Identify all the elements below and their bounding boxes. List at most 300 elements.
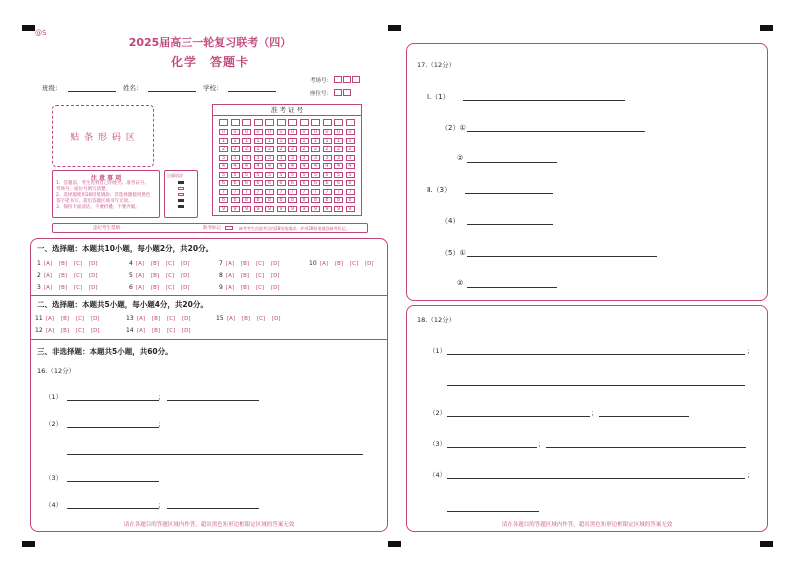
q18-semicolon: ；	[747, 471, 754, 479]
exam-id-digit-bubble[interactable]: 4	[311, 163, 320, 169]
exam-id-digit-bubble[interactable]: 6	[277, 180, 286, 186]
left-answer-panel	[30, 238, 388, 532]
exam-id-digit-bubble[interactable]: 9	[311, 206, 320, 212]
exam-id-digit-bubble[interactable]: 2	[300, 146, 309, 152]
barcode-area	[52, 105, 154, 167]
notice-line: 签字笔书写，超出答题区域书写无效。	[56, 199, 133, 204]
footer-note-left: 请在各题目的答题区域内作答，超出黑色矩形边框限定区域的答案无效	[123, 522, 295, 528]
question-number: 13	[126, 315, 134, 322]
exam-id-digit-bubble[interactable]: 2	[277, 146, 286, 152]
option-bubble[interactable]: [B]	[151, 260, 160, 267]
exam-id-digit-bubble[interactable]: 8	[242, 197, 251, 203]
exam-id-digit-bubble[interactable]: 9	[242, 206, 251, 212]
exam-id-digit-bubble[interactable]: 5	[219, 172, 228, 178]
exam-id-write-box[interactable]	[219, 119, 228, 126]
exam-id-digit-bubble[interactable]: 7	[219, 189, 228, 195]
q16-head: 16.（12分）	[37, 367, 76, 375]
option-bubble[interactable]: [C]	[256, 272, 265, 279]
exam-id-digit-bubble[interactable]: 9	[231, 206, 240, 212]
exam-id-digit-bubble[interactable]: 4	[219, 163, 228, 169]
exam-id-digit-bubble[interactable]: 2	[242, 146, 251, 152]
q18-p1-field-b[interactable]	[447, 385, 745, 386]
notice-title: 注 意 事 项	[90, 175, 122, 182]
option-bubble[interactable]: [A]	[226, 284, 235, 291]
seat-box[interactable]	[334, 89, 342, 96]
q18-semicolon: ；	[747, 347, 754, 355]
empty-mark-example	[178, 193, 184, 196]
exam-id-digit-bubble[interactable]: 3	[219, 155, 228, 161]
exam-id-digit-bubble[interactable]: 1	[323, 138, 332, 144]
exam-id-title: 准 考 证 号	[213, 105, 361, 116]
option-bubble[interactable]: [A]	[137, 327, 146, 334]
exam-id-digit-bubble[interactable]: 2	[254, 146, 263, 152]
exam-id-write-box[interactable]	[300, 119, 309, 126]
exam-id-digit-bubble[interactable]: 0	[219, 129, 228, 135]
exam-id-digit-bubble[interactable]: 0	[323, 129, 332, 135]
exam-id-digit-bubble[interactable]: 9	[300, 206, 309, 212]
exam-id-digit-bubble[interactable]: 9	[254, 206, 263, 212]
exam-id-digit-bubble[interactable]: 2	[334, 146, 343, 152]
exam-id-digit-bubble[interactable]: 4	[334, 163, 343, 169]
q17-p2-field[interactable]	[467, 131, 645, 132]
seat-label: 座位号：	[310, 91, 333, 97]
exam-id-digit-bubble[interactable]: 5	[288, 172, 297, 178]
q17-p5b-label: ②	[457, 279, 464, 287]
q16-p3-field[interactable]	[67, 481, 159, 482]
exam-id-digit-bubble[interactable]: 9	[288, 206, 297, 212]
option-bubble[interactable]: [C]	[350, 260, 359, 267]
option-bubble[interactable]: [D]	[181, 260, 190, 267]
exam-id-digit-bubble[interactable]: 5	[346, 172, 355, 178]
exam-id-digit-bubble[interactable]: 6	[254, 180, 263, 186]
filled-mark-example	[178, 181, 184, 184]
option-bubble[interactable]: [D]	[271, 284, 280, 291]
exam-id-digit-bubble[interactable]: 7	[311, 189, 320, 195]
exam-id-digit-bubble[interactable]: 2	[219, 146, 228, 152]
exam-id-digit-bubble[interactable]: 1	[346, 138, 355, 144]
empty-mark-example	[178, 187, 184, 190]
exam-id-digit-bubble[interactable]: 7	[265, 189, 274, 195]
exam-id-digit-bubble[interactable]: 2	[265, 146, 274, 152]
exam-id-digit-bubble[interactable]: 0	[288, 129, 297, 135]
notice-line: 2．选择题使用2B铅笔填涂；非选择题使用黑色	[56, 193, 151, 198]
option-bubble[interactable]: [D]	[365, 260, 374, 267]
school-label: 学校：	[203, 84, 223, 92]
seat-box[interactable]	[343, 89, 351, 96]
option-bubble[interactable]: [B]	[59, 272, 68, 279]
exam-id-digit-bubble[interactable]: 0	[277, 129, 286, 135]
option-bubble[interactable]: [C]	[74, 260, 83, 267]
exam-id-digit-bubble[interactable]: 4	[254, 163, 263, 169]
exam-id-digit-bubble[interactable]: 1	[242, 138, 251, 144]
q18-p3-field-b[interactable]	[546, 447, 746, 448]
exam-id-digit-bubble[interactable]: 4	[346, 163, 355, 169]
exam-id-digit-bubble[interactable]: 6	[346, 180, 355, 186]
option-bubble[interactable]: [C]	[166, 260, 175, 267]
q17-p3-field[interactable]	[465, 193, 553, 194]
exam-id-digit-bubble[interactable]: 3	[231, 155, 240, 161]
q18-head: 18.（12分）	[417, 316, 456, 324]
exam-id-digit-bubble[interactable]: 2	[323, 146, 332, 152]
question-number: 12	[35, 327, 43, 334]
exam-id-digit-bubble[interactable]: 8	[265, 197, 274, 203]
exam-id-digit-bubble[interactable]: 0	[311, 129, 320, 135]
exam-id-digit-bubble[interactable]: 2	[346, 146, 355, 152]
q16-p4-field-a[interactable]	[67, 508, 159, 509]
exam-id-digit-bubble[interactable]: 1	[277, 138, 286, 144]
option-bubble[interactable]: [C]	[257, 315, 266, 322]
option-bubble[interactable]: [C]	[76, 315, 85, 322]
option-bubble[interactable]: [A]	[136, 272, 145, 279]
q17-p2-label: （2）①	[441, 124, 466, 132]
option-bubble[interactable]: [B]	[151, 284, 160, 291]
exam-id-digit-bubble[interactable]: 4	[277, 163, 286, 169]
violation-row	[52, 223, 368, 233]
q16-p4-label: （4）	[45, 501, 63, 509]
exam-id-digit-bubble[interactable]: 3	[242, 155, 251, 161]
option-bubble[interactable]: [C]	[167, 315, 176, 322]
option-bubble[interactable]: [B]	[59, 260, 68, 267]
exam-id-digit-bubble[interactable]: 6	[242, 180, 251, 186]
registration-mark	[760, 25, 773, 31]
exam-id-digit-bubble[interactable]: 5	[300, 172, 309, 178]
exam-id-digit-bubble[interactable]: 3	[254, 155, 263, 161]
exam-id-digit-bubble[interactable]: 0	[265, 129, 274, 135]
exam-id-digit-bubble[interactable]: 9	[219, 206, 228, 212]
exam-id-digit-bubble[interactable]: 3	[311, 155, 320, 161]
exam-id-digit-bubble[interactable]: 8	[219, 197, 228, 203]
tiny-logo: @S	[35, 29, 47, 37]
exam-id-digit-bubble[interactable]: 7	[334, 189, 343, 195]
exam-id-digit-bubble[interactable]: 7	[346, 189, 355, 195]
option-bubble[interactable]: [C]	[256, 284, 265, 291]
q18-p2-field-a[interactable]	[447, 416, 590, 417]
exam-id-write-box[interactable]	[265, 119, 274, 126]
question-number: 3	[37, 284, 41, 291]
exam-id-digit-bubble[interactable]: 3	[265, 155, 274, 161]
exam-id-digit-bubble[interactable]: 7	[231, 189, 240, 195]
option-bubble[interactable]: [D]	[181, 272, 190, 279]
q18-p1-field-a[interactable]	[447, 354, 745, 355]
section3-title: 三、非选择题：本题共5小题，共60分。	[37, 347, 173, 356]
registration-mark	[22, 541, 35, 547]
q18-p4-label: （4）	[429, 471, 447, 479]
subject-title: 化学 答题卡	[170, 55, 249, 69]
exam-id-digit-bubble[interactable]: 5	[265, 172, 274, 178]
option-bubble[interactable]: [A]	[46, 327, 55, 334]
notice-box	[52, 170, 160, 218]
option-bubble[interactable]: [B]	[151, 272, 160, 279]
exam-id-digit-bubble[interactable]: 2	[231, 146, 240, 152]
exam-id-write-box[interactable]	[231, 119, 240, 126]
q17-p2b-field[interactable]	[467, 162, 557, 163]
q17-panel	[406, 43, 768, 301]
question-number: 14	[126, 327, 134, 334]
exam-id-digit-bubble[interactable]: 6	[288, 180, 297, 186]
question-number: 8	[219, 272, 223, 279]
question-number: 4	[129, 260, 133, 267]
question-number: 10	[309, 260, 317, 267]
option-bubble[interactable]: [D]	[89, 284, 98, 291]
option-bubble[interactable]: [A]	[226, 272, 235, 279]
option-bubble[interactable]: [B]	[241, 284, 250, 291]
exam-id-digit-bubble[interactable]: 4	[265, 163, 274, 169]
option-bubble[interactable]: [A]	[226, 260, 235, 267]
option-bubble[interactable]: [C]	[76, 327, 85, 334]
question-number: 5	[129, 272, 133, 279]
q18-p4-field-a[interactable]	[447, 478, 745, 479]
exam-id-digit-bubble[interactable]: 0	[254, 129, 263, 135]
exam-id-digit-bubble[interactable]: 3	[334, 155, 343, 161]
option-bubble[interactable]: [D]	[272, 315, 281, 322]
question-number: 15	[216, 315, 224, 322]
option-bubble[interactable]: [B]	[61, 315, 70, 322]
name-label: 姓名：	[123, 84, 143, 92]
exam-id-digit-bubble[interactable]: 8	[231, 197, 240, 203]
barcode-label: 贴 条 形 码 区	[70, 133, 136, 143]
option-bubble[interactable]: [D]	[182, 327, 191, 334]
exam-id-write-box[interactable]	[323, 119, 332, 126]
exam-id-digit-bubble[interactable]: 5	[323, 172, 332, 178]
option-bubble[interactable]: [A]	[136, 284, 145, 291]
question-number: 1	[37, 260, 41, 267]
q16-p4-field-b[interactable]	[167, 508, 259, 509]
exam-id-digit-bubble[interactable]: 9	[346, 206, 355, 212]
exam-id-digit-bubble[interactable]: 6	[300, 180, 309, 186]
exam-id-digit-bubble[interactable]: 7	[323, 189, 332, 195]
filled-mark-example	[178, 205, 184, 208]
room-label: 考场号：	[310, 78, 333, 84]
option-bubble[interactable]: [A]	[136, 260, 145, 267]
option-bubble[interactable]: [C]	[74, 272, 83, 279]
registration-mark	[388, 541, 401, 547]
exam-id-digit-bubble[interactable]: 1	[334, 138, 343, 144]
name-field[interactable]	[148, 91, 196, 92]
notice-line: 考场号、座位号填写清楚。	[56, 187, 110, 192]
exam-id-digit-bubble[interactable]: 2	[288, 146, 297, 152]
option-bubble[interactable]: [A]	[227, 315, 236, 322]
exam-id-digit-bubble[interactable]: 4	[323, 163, 332, 169]
option-bubble[interactable]: [C]	[166, 272, 175, 279]
exam-id-digit-bubble[interactable]: 4	[288, 163, 297, 169]
exam-id-digit-bubble[interactable]: 4	[242, 163, 251, 169]
exam-id-digit-bubble[interactable]: 1	[254, 138, 263, 144]
exam-id-write-box[interactable]	[254, 119, 263, 126]
divider	[31, 339, 387, 340]
room-box[interactable]	[352, 76, 360, 83]
exam-id-digit-bubble[interactable]: 0	[346, 129, 355, 135]
absent-checkbox[interactable]	[225, 226, 233, 230]
q16-semicolon: ；	[158, 501, 165, 509]
notice-line: 3．保持卡面清洁，不要折叠、不要弄破。	[56, 205, 140, 210]
exam-id-digit-bubble[interactable]: 8	[300, 197, 309, 203]
exam-id-digit-bubble[interactable]: 9	[334, 206, 343, 212]
question-number: 9	[219, 284, 223, 291]
exam-id-digit-bubble[interactable]: 3	[277, 155, 286, 161]
exam-id-digit-bubble[interactable]: 5	[254, 172, 263, 178]
option-bubble[interactable]: [B]	[242, 315, 251, 322]
q16-p1-field-a[interactable]	[67, 400, 159, 401]
q17-p1-label: Ⅰ.（1）	[427, 93, 450, 101]
exam-id-digit-bubble[interactable]: 8	[288, 197, 297, 203]
q16-semicolon: ；	[158, 420, 165, 428]
exam-id-digit-bubble[interactable]: 7	[300, 189, 309, 195]
option-bubble[interactable]: [A]	[46, 315, 55, 322]
option-bubble[interactable]: [D]	[271, 272, 280, 279]
exam-id-digit-bubble[interactable]: 0	[334, 129, 343, 135]
exam-id-digit-bubble[interactable]: 1	[288, 138, 297, 144]
option-bubble[interactable]: [C]	[256, 260, 265, 267]
exam-id-digit-bubble[interactable]: 4	[231, 163, 240, 169]
q17-head: 17.（12分）	[417, 61, 456, 69]
q18-p1-label: （1）	[429, 347, 447, 355]
option-bubble[interactable]: [D]	[89, 260, 98, 267]
exam-id-digit-bubble[interactable]: 1	[300, 138, 309, 144]
q17-p3-label: Ⅱ.（3）	[427, 186, 452, 194]
q18-p2-field-b[interactable]	[599, 416, 689, 417]
exam-id-digit-bubble[interactable]: 3	[323, 155, 332, 161]
exam-id-write-box[interactable]	[277, 119, 286, 126]
exam-id-digit-bubble[interactable]: 1	[265, 138, 274, 144]
q18-p3-label: （3）	[429, 440, 447, 448]
exam-id-digit-bubble[interactable]: 5	[311, 172, 320, 178]
exam-id-digit-bubble[interactable]: 7	[254, 189, 263, 195]
q18-p4-field-b[interactable]	[447, 511, 539, 512]
registration-mark	[22, 25, 35, 31]
option-bubble[interactable]: [A]	[44, 260, 53, 267]
exam-id-digit-bubble[interactable]: 6	[323, 180, 332, 186]
exam-id-digit-bubble[interactable]: 8	[334, 197, 343, 203]
exam-id-digit-bubble[interactable]: 8	[346, 197, 355, 203]
exam-id-digit-bubble[interactable]: 5	[231, 172, 240, 178]
exam-id-digit-bubble[interactable]: 8	[311, 197, 320, 203]
option-bubble[interactable]: [C]	[74, 284, 83, 291]
q17-p2b-label: ②	[457, 154, 464, 162]
room-box[interactable]	[334, 76, 342, 83]
option-bubble[interactable]: [C]	[166, 284, 175, 291]
q16-p2-field-a[interactable]	[67, 427, 159, 428]
exam-id-digit-bubble[interactable]: 9	[265, 206, 274, 212]
q18-semicolon: ；	[538, 440, 545, 448]
option-bubble[interactable]: [D]	[91, 327, 100, 334]
option-bubble[interactable]: [B]	[61, 327, 70, 334]
exam-id-digit-bubble[interactable]: 6	[231, 180, 240, 186]
absent-note: 缺考考生由监考员用2B铅笔填涂，并用2B铅笔填涂缺考标记。	[239, 226, 350, 231]
option-bubble[interactable]: [A]	[320, 260, 329, 267]
exam-id-digit-bubble[interactable]: 0	[300, 129, 309, 135]
notice-line: 1．答题前，考生先将自己的姓名、准考证号、	[56, 181, 149, 186]
filled-mark-example	[178, 199, 184, 202]
exam-id-digit-bubble[interactable]: 7	[242, 189, 251, 195]
q17-p1-field[interactable]	[463, 100, 625, 101]
q17-p5-field[interactable]	[467, 256, 657, 257]
option-bubble[interactable]: [B]	[152, 327, 161, 334]
exam-id-write-box[interactable]	[346, 119, 355, 126]
q17-p5b-field[interactable]	[467, 287, 557, 288]
exam-id-digit-bubble[interactable]: 6	[265, 180, 274, 186]
exam-title: 2025届高三一轮复习联考（四）	[128, 36, 292, 49]
exam-id-digit-bubble[interactable]: 5	[334, 172, 343, 178]
q18-panel	[406, 305, 768, 532]
exam-id-digit-bubble[interactable]: 4	[300, 163, 309, 169]
q16-p2-label: （2）	[45, 420, 63, 428]
school-field[interactable]	[228, 91, 276, 92]
exam-id-digit-bubble[interactable]: 2	[311, 146, 320, 152]
exam-id-digit-bubble[interactable]: 6	[311, 180, 320, 186]
violation-label: 违纪考生禁填	[93, 226, 120, 231]
option-bubble[interactable]: [D]	[181, 284, 190, 291]
exam-id-digit-bubble[interactable]: 6	[334, 180, 343, 186]
exam-id-digit-bubble[interactable]: 0	[242, 129, 251, 135]
option-bubble[interactable]: [D]	[89, 272, 98, 279]
option-bubble[interactable]: [B]	[241, 260, 250, 267]
exam-id-digit-bubble[interactable]: 3	[300, 155, 309, 161]
exam-id-digit-bubble[interactable]: 9	[323, 206, 332, 212]
section1-title: 一、选择题：本题共10小题，每小题2分，共20分。	[37, 244, 214, 253]
q17-p5-label: （5）①	[441, 249, 466, 257]
exam-id-digit-bubble[interactable]: 0	[231, 129, 240, 135]
option-bubble[interactable]: [B]	[59, 284, 68, 291]
exam-id-digit-bubble[interactable]: 1	[231, 138, 240, 144]
room-box[interactable]	[343, 76, 351, 83]
divider	[31, 295, 387, 296]
absent-label: 缺考标记	[203, 226, 221, 231]
option-bubble[interactable]: [D]	[91, 315, 100, 322]
q18-p2-label: （2）	[429, 409, 447, 417]
exam-id-digit-bubble[interactable]: 3	[288, 155, 297, 161]
fill-example-box	[164, 170, 198, 218]
exam-id-digit-bubble[interactable]: 1	[219, 138, 228, 144]
option-bubble[interactable]: [C]	[167, 327, 176, 334]
footer-note-right: 请在各题目的答题区域内作答，超出黑色矩形边框限定区域的答案无效	[501, 522, 673, 528]
q16-p1-field-b[interactable]	[167, 400, 259, 401]
option-bubble[interactable]: [A]	[137, 315, 146, 322]
exam-id-digit-bubble[interactable]: 6	[219, 180, 228, 186]
q17-p4-field[interactable]	[467, 224, 553, 225]
exam-id-digit-bubble[interactable]: 7	[288, 189, 297, 195]
q18-p3-field-a[interactable]	[447, 447, 537, 448]
exam-id-digit-bubble[interactable]: 5	[242, 172, 251, 178]
exam-id-digit-bubble[interactable]: 8	[254, 197, 263, 203]
option-bubble[interactable]: [B]	[152, 315, 161, 322]
exam-id-box	[212, 104, 362, 216]
exam-id-digit-bubble[interactable]: 8	[277, 197, 286, 203]
q16-p3-label: （3）	[45, 474, 63, 482]
exam-id-write-box[interactable]	[242, 119, 251, 126]
exam-id-digit-bubble[interactable]: 9	[277, 206, 286, 212]
option-bubble[interactable]: [A]	[44, 272, 53, 279]
exam-id-digit-bubble[interactable]: 1	[311, 138, 320, 144]
exam-id-digit-bubble[interactable]: 8	[323, 197, 332, 203]
exam-id-digit-bubble[interactable]: 7	[277, 189, 286, 195]
class-field[interactable]	[68, 91, 116, 92]
q16-p2-field-b[interactable]	[67, 454, 363, 455]
q17-p4-label: （4）	[441, 217, 460, 225]
exam-id-write-box[interactable]	[288, 119, 297, 126]
q18-semicolon: ；	[591, 409, 598, 417]
registration-mark	[760, 541, 773, 547]
exam-id-digit-bubble[interactable]: 5	[277, 172, 286, 178]
question-number: 11	[35, 315, 43, 322]
exam-id-write-box[interactable]	[334, 119, 343, 126]
option-bubble[interactable]: [D]	[271, 260, 280, 267]
option-bubble[interactable]: [A]	[44, 284, 53, 291]
option-bubble[interactable]: [B]	[241, 272, 250, 279]
exam-id-digit-bubble[interactable]: 3	[346, 155, 355, 161]
option-bubble[interactable]: [D]	[182, 315, 191, 322]
exam-id-write-box[interactable]	[311, 119, 320, 126]
option-bubble[interactable]: [B]	[335, 260, 344, 267]
